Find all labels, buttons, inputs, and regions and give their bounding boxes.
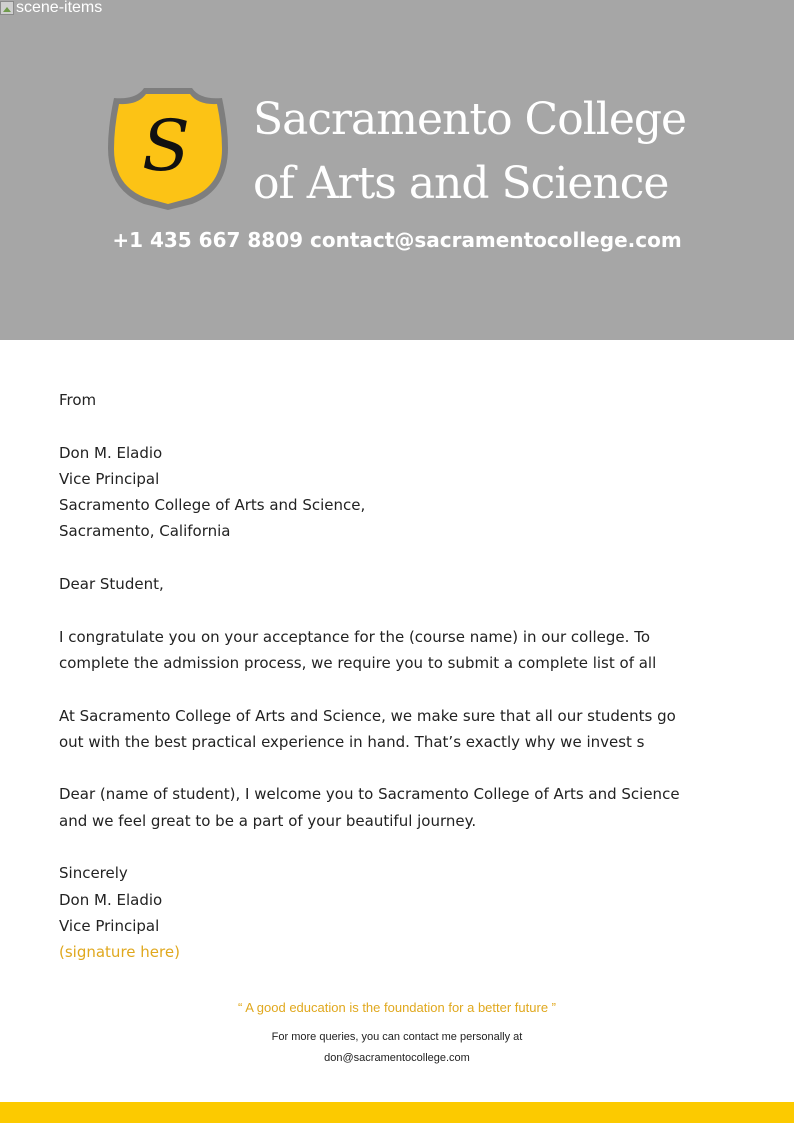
college-shield-logo — [104, 86, 232, 212]
paragraph3-line1: Dear (name of student), I welcome you to Sacramento College of Arts and Science — [59, 785, 680, 804]
footer-accent-bar — [0, 1102, 794, 1123]
paragraph2-line1: At Sacramento College of Arts and Science, we make sure that all our students go — [59, 706, 676, 725]
salutation: Dear Student, — [59, 575, 164, 594]
letter-body — [59, 387, 749, 966]
sender-organization: Sacramento College of Arts and Science, — [59, 496, 366, 515]
paragraph1-line1: I congratulate you on your acceptance for the (course name) in our college. To — [59, 627, 650, 646]
broken-image-icon — [0, 1, 14, 15]
paragraph2-line2: out with the best practical experience in hand. That’s exactly why we invest s — [59, 732, 645, 751]
college-name-line2: of Arts and Science — [253, 158, 669, 209]
college-contact: +1 435 667 8809 contact@sacramentocollege.com — [112, 228, 682, 252]
college-name-line1: Sacramento College — [253, 94, 687, 145]
footer-note-line1: For more queries, you can contact me personally at — [271, 1031, 523, 1043]
sender-title: Vice Principal — [59, 469, 160, 488]
closing: Sincerely — [59, 864, 128, 883]
motto-quote: “ A good education is the foundation for a better future ” — [238, 1000, 556, 1015]
footer-email: don@sacramentocollege.com — [324, 1052, 470, 1064]
letterhead-banner — [0, 0, 794, 340]
signer-title: Vice Principal — [59, 916, 160, 935]
college-name — [253, 88, 773, 216]
sender-name: Don M. Eladio — [59, 443, 163, 462]
logo-letter: S — [142, 105, 190, 187]
sender-location: Sacramento, California — [59, 522, 231, 541]
from-label: From — [59, 391, 97, 409]
image-alt-text: scene-items — [16, 0, 103, 16]
signature-placeholder: (signature here) — [59, 943, 180, 962]
footer-note — [0, 1027, 794, 1069]
paragraph1-line2: complete the admission process, we require you to submit a complete list of all — [59, 653, 657, 672]
paragraph3-line2: and we feel great to be a part of your beautiful journey. — [59, 811, 477, 830]
signer-name: Don M. Eladio — [59, 890, 163, 909]
broken-image-placeholder — [0, 0, 102, 16]
